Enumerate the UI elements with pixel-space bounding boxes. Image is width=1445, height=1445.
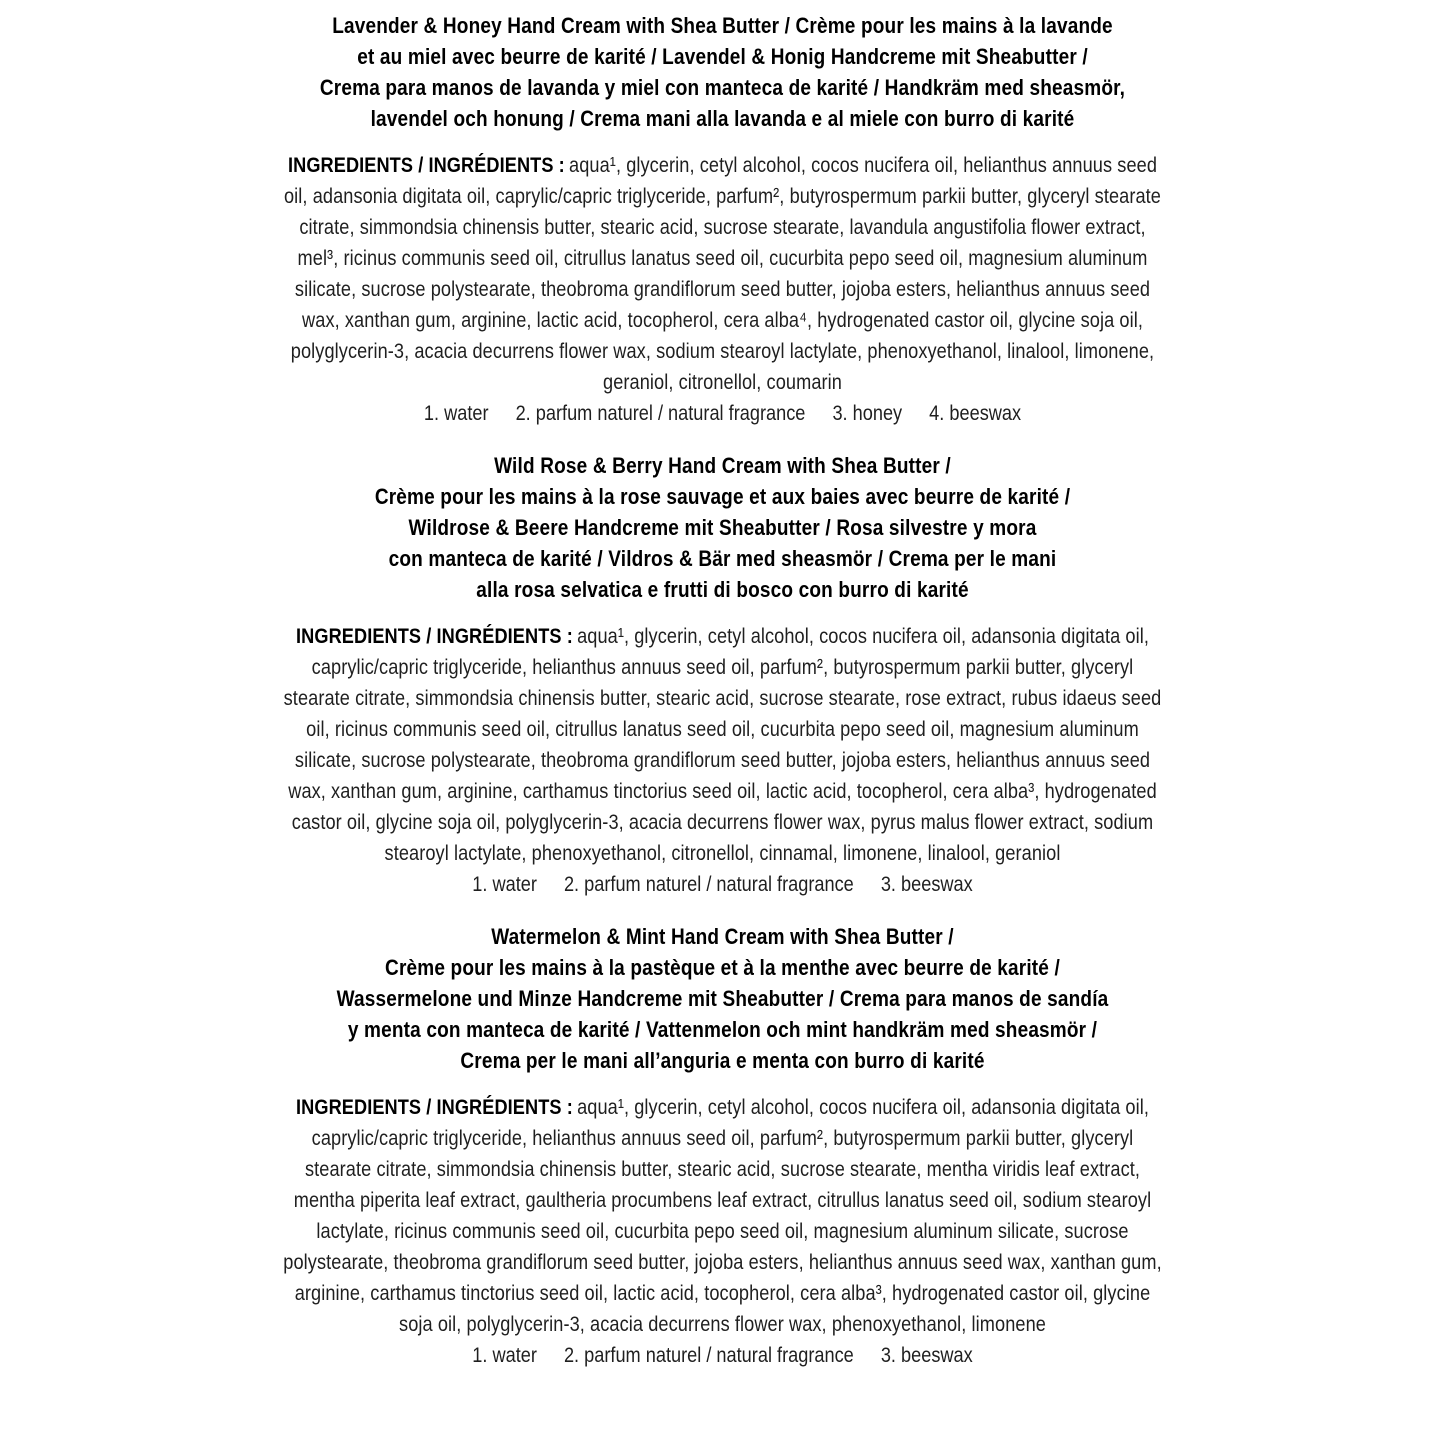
product-section-watermelon-mint	[277, 921, 1168, 1371]
product-title-wild-rose-berry	[277, 450, 1168, 605]
ingredients-label: INGREDIENTS / INGRÉDIENTS :	[287, 153, 565, 177]
footnote-water: 1. water	[472, 872, 537, 896]
product-title-line: Crema para manos de lavanda y miel con manteca de karité / Handkräm med sheasmör,	[319, 75, 1126, 100]
ingredients-text: aqua¹, glycerin, cetyl alcohol, cocos nucifera oil, adansonia digitata oil, caprylic/capric triglyceride, helianthus annuus seed oil, parfum², butyrospermum parkii butter, glyceryl stearate citrate, simmondsia chinensis butter, stearic acid, sucrose stearate, rose extract, rubus idaeus seed oil, ricinus communis seed oil, citrullus lanatus seed oil, cucurbita pepo seed oil, magnesium aluminum silicate, sucrose polystearate, theobroma grandiflorum seed butter, jojoba esters, helianthus annuus seed wax, xanthan gum, arginine, carthamus tinctorius seed oil, lactic acid, tocopherol, cera alba³, hydrogenated castor oil, glycine soja oil, polyglycerin-3, acacia decurrens flower wax, pyrus malus flower extract, sodium stearoyl lactylate, phenoxyethanol, citronellol, cinnamal, limonene, linalool, geraniol	[283, 624, 1162, 865]
product-title-watermelon-mint	[277, 921, 1168, 1076]
footnote-beeswax: 4. beeswax	[929, 401, 1022, 425]
footnotes-row	[277, 398, 1168, 429]
product-title-line: Wild Rose & Berry Hand Cream with Shea Butter /	[494, 453, 951, 478]
footnote-water: 1. water	[472, 1343, 537, 1367]
product-title-line: Crème pour les mains à la pastèque et à la menthe avec beurre de karité /	[385, 955, 1060, 980]
product-title-line: Watermelon & Mint Hand Cream with Shea Butter /	[491, 924, 954, 949]
ingredients-paragraph	[277, 150, 1168, 398]
ingredients-text: aqua¹, glycerin, cetyl alcohol, cocos nucifera oil, adansonia digitata oil, caprylic/capric triglyceride, helianthus annuus seed oil, parfum², butyrospermum parkii butter, glyceryl stearate citrate, simmondsia chinensis butter, stearic acid, sucrose stearate, mentha viridis leaf extract, mentha piperita leaf extract, gaultheria procumbens leaf extract, citrullus lanatus seed oil, sodium stearoyl lactylate, ricinus communis seed oil, cucurbita pepo seed oil, magnesium aluminum silicate, sucrose polystearate, theobroma grandiflorum seed butter, jojoba esters, helianthus annuus seed wax, xanthan gum, arginine, carthamus tinctorius seed oil, lactic acid, tocopherol, cera alba³, hydrogenated castor oil, glycine soja oil, polyglycerin-3, acacia decurrens flower wax, phenoxyethanol, limonene	[283, 1095, 1162, 1336]
product-title-line: Wildrose & Beere Handcreme mit Sheabutter / Rosa silvestre y mora	[408, 515, 1037, 540]
product-title-line: Crème pour les mains à la rose sauvage et aux baies avec beurre de karité /	[374, 484, 1071, 509]
footnote-fragrance: 2. parfum naturel / natural fragrance	[563, 1343, 854, 1367]
product-title-line: lavendel och honung / Crema mani alla lavanda e al miele con burro di karité	[370, 106, 1075, 131]
ingredients-paragraph	[277, 621, 1168, 869]
product-section-lavender-honey	[277, 10, 1168, 429]
ingredients-label: INGREDIENTS / INGRÉDIENTS :	[296, 1095, 573, 1119]
footnote-fragrance: 2. parfum naturel / natural fragrance	[563, 872, 854, 896]
product-title-line: alla rosa selvatica e frutti di bosco con burro di karité	[476, 577, 969, 602]
footnote-honey: 3. honey	[832, 401, 903, 425]
footnote-beeswax: 3. beeswax	[880, 872, 973, 896]
product-section-wild-rose-berry	[277, 450, 1168, 900]
label-content-column	[277, 0, 1168, 1371]
product-title-line: et au miel avec beurre de karité / Lavendel & Honig Handcreme mit Sheabutter /	[357, 44, 1088, 69]
product-title-line: con manteca de karité / Vildros & Bär med sheasmör / Crema per le mani	[388, 546, 1057, 571]
footnotes-row	[277, 1340, 1168, 1371]
ingredients-text: aqua¹, glycerin, cetyl alcohol, cocos nucifera oil, helianthus annuus seed oil, adansonia digitata oil, caprylic/capric triglyceride, parfum², butyrospermum parkii butter, glyceryl stearate citrate, simmondsia chinensis butter, stearic acid, sucrose stearate, lavandula angustifolia flower extract, mel³, ricinus communis seed oil, citrullus lanatus seed oil, cucurbita pepo seed oil, magnesium aluminum silicate, sucrose polystearate, theobroma grandiflorum seed butter, jojoba esters, helianthus annuus seed wax, xanthan gum, arginine, lactic acid, tocopherol, cera alba⁴, hydrogenated castor oil, glycine soja oil, polyglycerin-3, acacia decurrens flower wax, sodium stearoyl lactylate, phenoxyethanol, linalool, limonene, geraniol, citronellol, coumarin	[283, 153, 1162, 394]
ingredients-paragraph	[277, 1092, 1168, 1340]
product-title-lavender-honey	[277, 10, 1168, 134]
product-title-line: Wassermelone und Minze Handcreme mit Sheabutter / Crema para manos de sandía	[336, 986, 1109, 1011]
footnote-beeswax: 3. beeswax	[880, 1343, 973, 1367]
product-title-line: y menta con manteca de karité / Vattenmelon och mint handkräm med sheasmör /	[347, 1017, 1098, 1042]
product-title-line: Crema per le mani all’anguria e menta con burro di karité	[460, 1048, 985, 1073]
ingredients-label: INGREDIENTS / INGRÉDIENTS :	[296, 624, 573, 648]
footnote-water: 1. water	[423, 401, 489, 425]
footnote-fragrance: 2. parfum naturel / natural fragrance	[515, 401, 806, 425]
footnotes-row	[277, 869, 1168, 900]
product-title-line: Lavender & Honey Hand Cream with Shea Butter / Crème pour les mains à la lavande	[332, 13, 1113, 38]
